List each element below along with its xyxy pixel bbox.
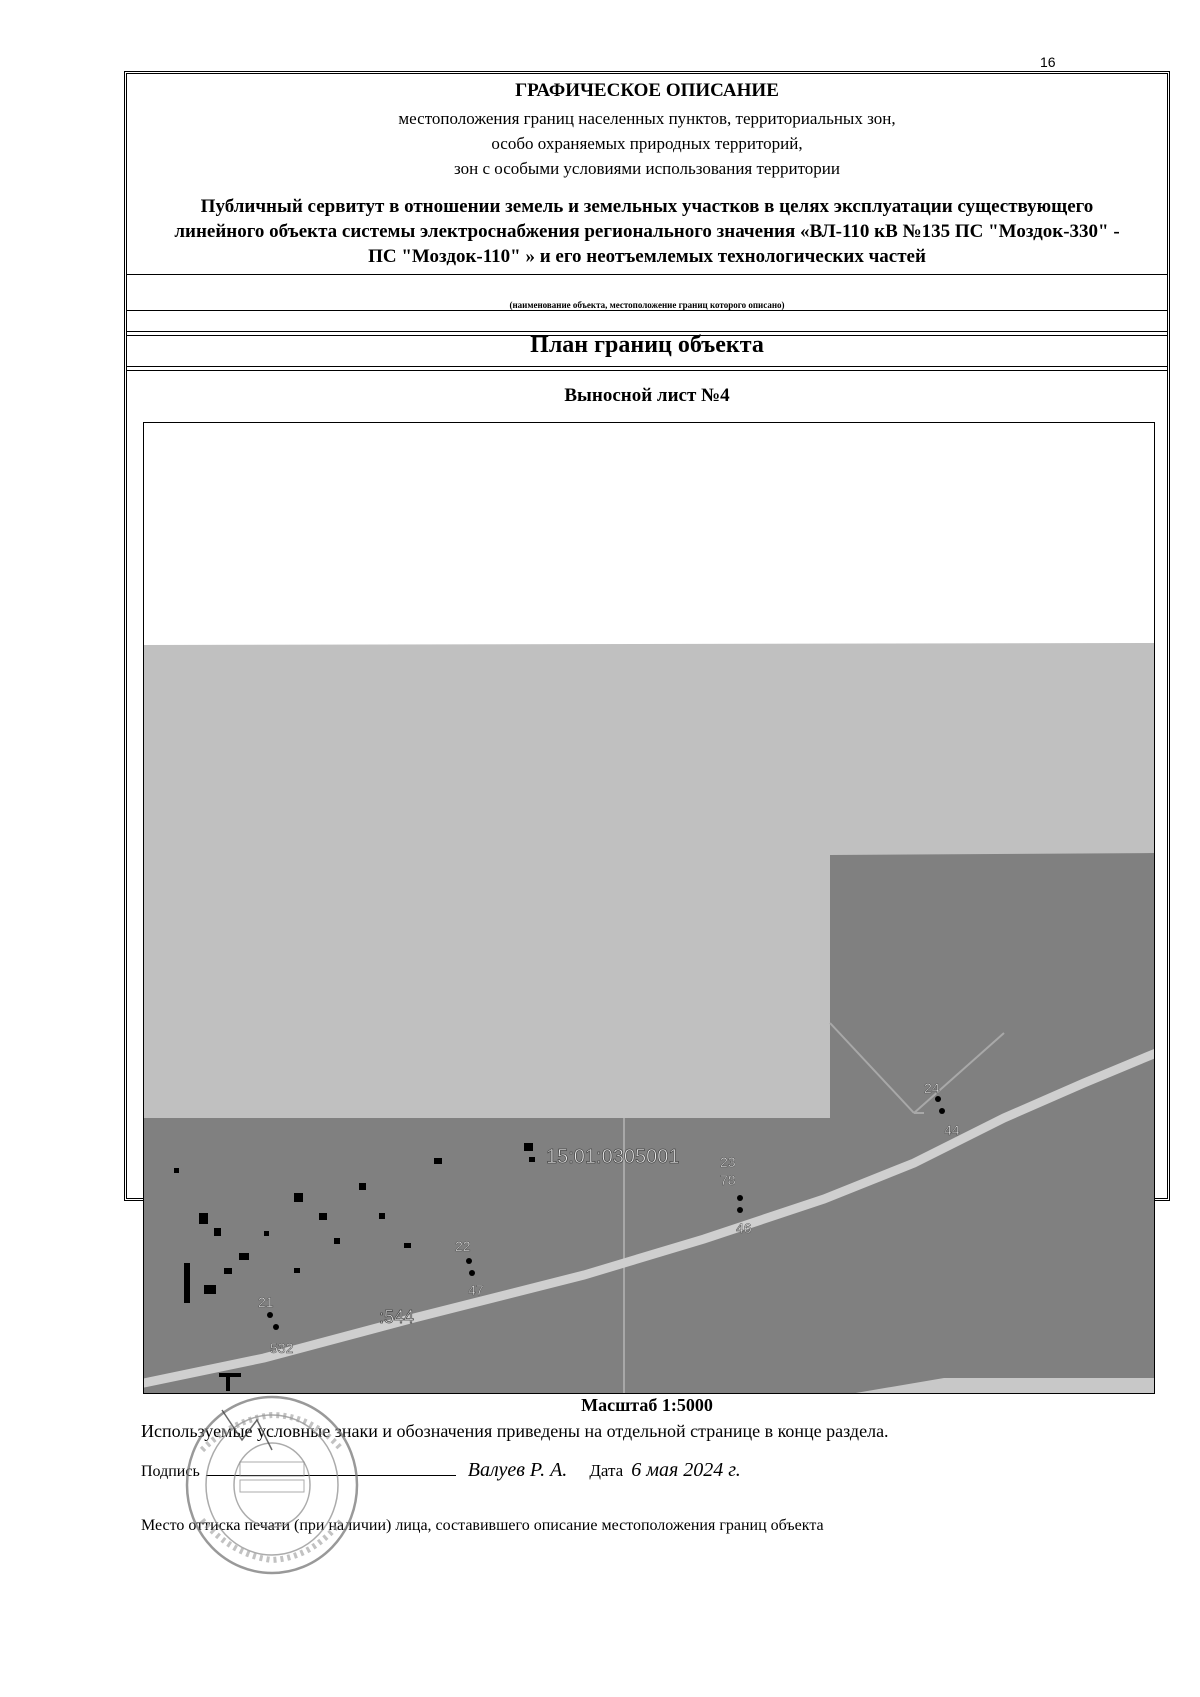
seal-stamp bbox=[182, 1390, 362, 1580]
map-label-23: 23 bbox=[720, 1154, 736, 1170]
signature-date: 6 мая 2024 г. bbox=[631, 1459, 741, 1481]
map-canvas bbox=[144, 423, 1155, 1394]
map-label-47: 47 bbox=[468, 1282, 484, 1298]
object-name: Публичный сервитут в отношении земель и земельных участков в целях эксплуатации существующего линейного объекта системы электроснабжения регионального значения «ВЛ-110 кВ №135 ПС "Моздок-330" - ПС "Моздок-110" » и его неотъемлемых технологических частей bbox=[174, 196, 1120, 267]
building bbox=[239, 1253, 249, 1260]
point-marker bbox=[935, 1096, 941, 1102]
map-label-46: 46 bbox=[736, 1220, 752, 1236]
subtitle-line: местоположения границ населенных пунктов, территориальных зон, bbox=[398, 109, 896, 128]
object-name-caption: (наименование объекта, местоположение границ которого описано) bbox=[509, 300, 785, 310]
sheet-title: Выносной лист №4 bbox=[564, 385, 730, 406]
point-marker bbox=[737, 1207, 743, 1213]
map-label-44: 44 bbox=[944, 1122, 960, 1138]
building bbox=[334, 1238, 340, 1244]
point-marker bbox=[469, 1270, 475, 1276]
document-title: ГРАФИЧЕСКОЕ ОПИСАНИЕ bbox=[515, 80, 779, 101]
building bbox=[214, 1228, 221, 1236]
divider bbox=[127, 366, 1167, 371]
point-marker bbox=[273, 1324, 279, 1330]
date-label: Дата bbox=[589, 1461, 624, 1480]
building bbox=[199, 1213, 208, 1224]
document-subtitle bbox=[127, 106, 1167, 181]
building bbox=[319, 1213, 327, 1220]
building bbox=[434, 1158, 442, 1164]
building bbox=[379, 1213, 385, 1219]
parcel-label: :544 bbox=[379, 1307, 415, 1327]
building bbox=[359, 1183, 366, 1190]
map-label-532: 532 bbox=[270, 1340, 294, 1356]
building bbox=[294, 1268, 300, 1273]
divider bbox=[127, 310, 1167, 311]
point-marker bbox=[939, 1108, 945, 1114]
plan-title: План границ объекта bbox=[530, 332, 764, 358]
building bbox=[204, 1285, 216, 1294]
map-label-21: 21 bbox=[258, 1294, 274, 1310]
point-marker bbox=[466, 1258, 472, 1264]
page-number: 16 bbox=[1040, 54, 1056, 70]
signature-label: Подпись bbox=[141, 1463, 200, 1480]
point-marker bbox=[737, 1195, 743, 1201]
cadastral-block-label: 15:01:0305001 bbox=[546, 1146, 680, 1168]
building bbox=[404, 1243, 411, 1248]
subtitle-line: особо охраняемых природных территорий, bbox=[491, 134, 803, 153]
building bbox=[529, 1157, 535, 1162]
map-scale: Масштаб 1:5000 bbox=[581, 1395, 713, 1415]
map-label-22: 22 bbox=[455, 1238, 471, 1254]
building bbox=[226, 1373, 230, 1391]
subtitle-line: зон с особыми условиями использования территории bbox=[454, 159, 840, 178]
stamp-place-caption: Место оттиска печати (при наличии) лица, составившего описание местоположения границ объекта bbox=[141, 1517, 824, 1534]
point-marker bbox=[267, 1312, 273, 1318]
building bbox=[524, 1143, 533, 1151]
building bbox=[264, 1231, 269, 1236]
divider bbox=[127, 274, 1167, 275]
map-label-24: 24 bbox=[924, 1080, 940, 1096]
signer-name: Валуев Р. А. bbox=[467, 1459, 568, 1481]
document-frame bbox=[124, 71, 1170, 1534]
building bbox=[184, 1263, 190, 1303]
building bbox=[174, 1168, 179, 1173]
building bbox=[224, 1268, 232, 1274]
legend-note: Используемые условные знаки и обозначения приведены на отдельной странице в конце раздела. bbox=[141, 1421, 889, 1441]
boundary-map bbox=[143, 422, 1155, 1394]
building bbox=[294, 1193, 303, 1202]
map-label-78: 78 bbox=[720, 1172, 736, 1188]
